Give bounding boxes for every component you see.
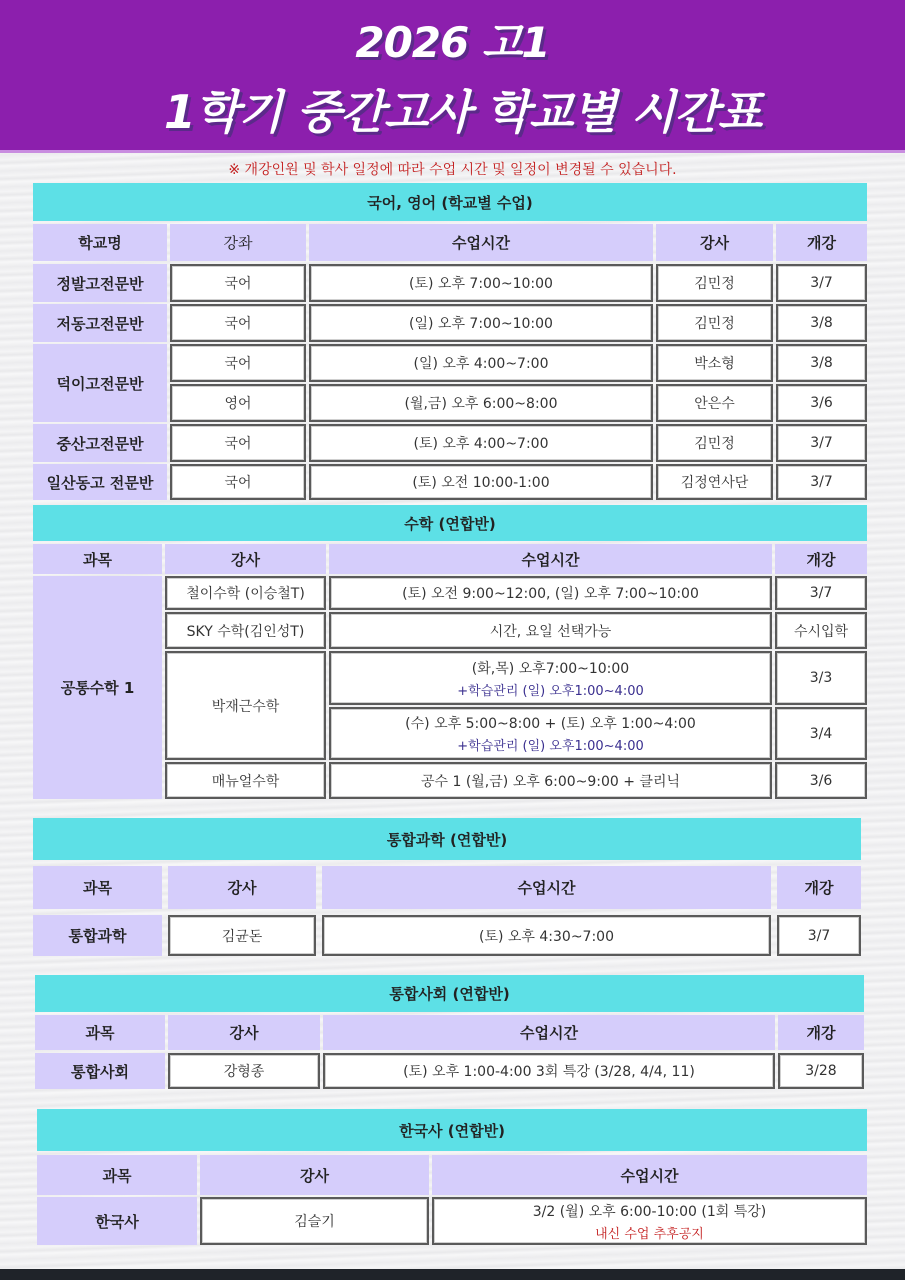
teacher-cell: 매뉴얼수학: [165, 762, 326, 799]
subject-name: 통합과학: [33, 915, 162, 956]
course-cell: 영어: [170, 384, 306, 422]
col-header-teacher: 강사: [168, 1015, 320, 1050]
col-header-course: 강좌: [170, 224, 306, 261]
time-cell: (토) 오후 1:00-4:00 3회 특강 (3/28, 4/4, 11): [323, 1053, 775, 1089]
col-header-subject: 과목: [33, 866, 162, 909]
page-header: [0, 0, 905, 153]
time-main: 3/2 (월) 오후 6:00-10:00 (1회 특강): [532, 1203, 767, 1220]
col-header-subject: 과목: [33, 544, 162, 574]
time-cell: 시간, 요일 선택가능: [329, 612, 772, 649]
schedule-change-notice: ※ 개강인원 및 학사 일정에 따라 수업 시간 및 일정이 변경될 수 있습니다.: [228, 162, 677, 178]
section-title: 국어, 영어 (학교별 수업): [33, 183, 867, 221]
course-cell: 국어: [170, 264, 306, 302]
start-cell: 3/8: [776, 304, 867, 342]
col-header-time: 수업시간: [309, 224, 653, 261]
col-header-time: 수업시간: [432, 1155, 867, 1195]
teacher-cell: 김균돈: [168, 915, 316, 956]
bottom-bar: [0, 1269, 905, 1280]
subject-name: 공통수학 1: [33, 576, 162, 799]
time-cell: (일) 오후 4:00~7:00: [309, 344, 653, 382]
title-line-1: 2026 고1: [355, 18, 550, 67]
time-cell: (일) 오후 7:00~10:00: [309, 304, 653, 342]
course-cell: 국어: [170, 424, 306, 462]
col-header-start: 개강: [777, 866, 861, 909]
time-cell: 공수 1 (월,금) 오후 6:00~9:00 + 클리닉: [329, 762, 772, 799]
col-header-start: 개강: [778, 1015, 864, 1050]
title-line-2: 1학기 중간고사 학교별 시간표: [163, 85, 762, 139]
teacher-cell: SKY 수학(김인성T): [165, 612, 326, 649]
col-header-subject: 과목: [37, 1155, 197, 1195]
start-cell: 3/6: [776, 384, 867, 422]
col-header-teacher: 강사: [168, 866, 316, 909]
start-cell: 3/3: [775, 651, 867, 705]
col-header-teacher: 강사: [656, 224, 773, 261]
school-name: 중산고전문반: [33, 424, 167, 462]
col-header-start: 개강: [775, 544, 867, 574]
start-cell: 3/7: [777, 915, 861, 956]
time-cell: (토) 오전 10:00-1:00: [309, 464, 653, 500]
time-cell: (토) 오전 9:00~12:00, (일) 오후 7:00~10:00: [329, 576, 772, 610]
time-cell: (월,금) 오후 6:00~8:00: [309, 384, 653, 422]
start-cell: 3/4: [775, 707, 867, 760]
teacher-cell: 철이수학 (이승철T): [165, 576, 326, 610]
school-name: 저동고전문반: [33, 304, 167, 342]
col-header-teacher: 강사: [165, 544, 326, 574]
start-cell: 3/28: [778, 1053, 864, 1089]
section-title: 통합과학 (연합반): [33, 818, 861, 860]
section-title: 한국사 (연합반): [37, 1109, 867, 1151]
teacher-cell: 박재근수학: [165, 651, 326, 760]
subject-name: 한국사: [37, 1197, 197, 1245]
col-header-time: 수업시간: [322, 866, 771, 909]
col-header-time: 수업시간: [323, 1015, 775, 1050]
teacher-cell: 김민정: [656, 304, 773, 342]
start-cell: 3/7: [775, 576, 867, 610]
teacher-cell: 김민정: [656, 264, 773, 302]
course-cell: 국어: [170, 344, 306, 382]
time-cell: (토) 오후 7:00~10:00: [309, 264, 653, 302]
time-cell: (토) 오후 4:30~7:00: [322, 915, 771, 956]
time-main: (수) 오후 5:00~8:00 + (토) 오후 1:00~4:00: [405, 716, 696, 732]
section-title: 수학 (연합반): [33, 505, 867, 541]
subject-name: 통합사회: [35, 1053, 165, 1089]
col-header-teacher: 강사: [200, 1155, 429, 1195]
time-cell: [329, 651, 772, 705]
school-name: 일산동고 전문반: [33, 464, 167, 500]
teacher-cell: 안은수: [656, 384, 773, 422]
teacher-cell: 박소형: [656, 344, 773, 382]
start-cell: 3/7: [776, 264, 867, 302]
time-sub-note: +학습관리 (일) 오후1:00~4:00: [457, 683, 644, 699]
section-title: 통합사회 (연합반): [35, 975, 864, 1012]
teacher-cell: 김민정: [656, 424, 773, 462]
time-cell: (토) 오후 4:00~7:00: [309, 424, 653, 462]
col-header-subject: 과목: [35, 1015, 165, 1050]
school-name: 정발고전문반: [33, 264, 167, 302]
time-cell: [432, 1197, 867, 1245]
time-cell: [329, 707, 772, 760]
start-cell: 3/8: [776, 344, 867, 382]
time-note: 내신 수업 추후공지: [595, 1226, 704, 1242]
course-cell: 국어: [170, 304, 306, 342]
course-cell: 국어: [170, 464, 306, 500]
start-cell: 3/6: [775, 762, 867, 799]
teacher-cell: 김슬기: [200, 1197, 429, 1245]
start-cell: 수시입학: [775, 612, 867, 649]
teacher-cell: 김정연사단: [656, 464, 773, 500]
school-name: 덕이고전문반: [33, 344, 167, 422]
time-sub-note: +학습관리 (일) 오후1:00~4:00: [457, 739, 644, 754]
col-header-start: 개강: [776, 224, 867, 261]
time-main: (화,목) 오후7:00~10:00: [471, 660, 630, 677]
teacher-cell: 강형종: [168, 1053, 320, 1089]
col-header-time: 수업시간: [329, 544, 772, 574]
col-header-school: 학교명: [33, 224, 167, 261]
start-cell: 3/7: [776, 424, 867, 462]
start-cell: 3/7: [776, 464, 867, 500]
